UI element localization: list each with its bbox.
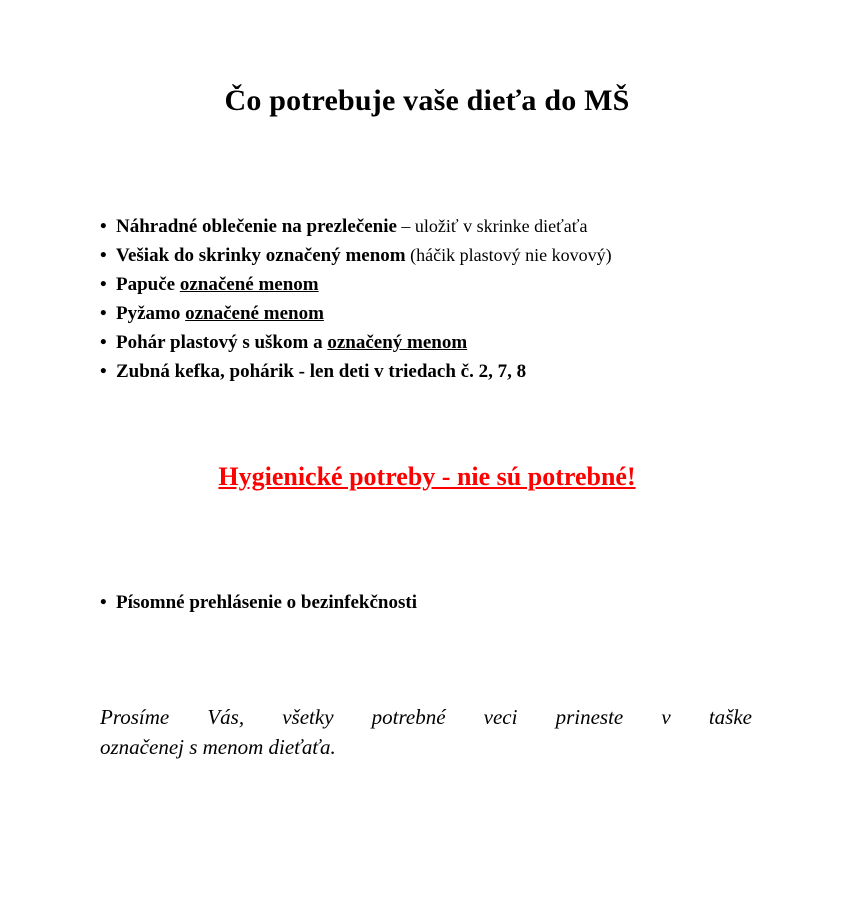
list-item-bold-text: Písomné prehlásenie o bezinfekčnosti [116, 592, 418, 613]
list-item [100, 270, 800, 299]
list-item-plain-text: (háčik plastový nie kovový) [410, 245, 612, 265]
list-item-dash: – [396, 216, 415, 236]
footer-note [100, 702, 752, 762]
list-item [100, 588, 800, 617]
footer-note-line-2: označenej s menom dieťaťa. [100, 735, 336, 759]
bullet-icon: • [100, 245, 107, 266]
requirements-list [100, 212, 800, 386]
list-item-bold-text: Pohár plastový s uškom a [116, 332, 328, 353]
bullet-icon: • [100, 332, 107, 353]
list-item-plain-text: uložiť v skrinke dieťaťa [414, 216, 588, 236]
list-item [100, 357, 800, 386]
bullet-icon: • [100, 361, 107, 382]
bullet-icon: • [100, 303, 107, 324]
list-item-bold-text: Pyžamo [116, 303, 186, 324]
secondary-list [100, 588, 800, 617]
list-item-bold-text: Náhradné oblečenie na prezlečenie [116, 216, 397, 237]
page-title: Čo potrebuje vaše dieťa do MŠ [224, 84, 630, 117]
list-item-underlined-text: označené menom [179, 274, 319, 295]
highlight-notice: Hygienické potreby - nie sú potrebné! [218, 462, 636, 491]
list-item-bold-text: Vešiak do skrinky označený menom [116, 245, 406, 266]
list-item-underlined-text: označený menom [327, 332, 468, 353]
list-item [100, 299, 800, 328]
list-item [100, 328, 800, 357]
bullet-icon: • [100, 274, 107, 295]
list-item-underlined-text: označené menom [185, 303, 324, 324]
footer-note-line-1: Prosíme Vás, všetky potrebné veci prineste v taške [100, 705, 752, 729]
list-item-bold-text: Zubná kefka, pohárik - len deti v triedach č. 2, 7, 8 [116, 361, 527, 382]
list-item [100, 212, 800, 241]
list-item-bold-text: Papuče [116, 274, 180, 295]
bullet-icon: • [100, 216, 107, 237]
list-item [100, 241, 800, 270]
bullet-icon: • [100, 592, 107, 613]
